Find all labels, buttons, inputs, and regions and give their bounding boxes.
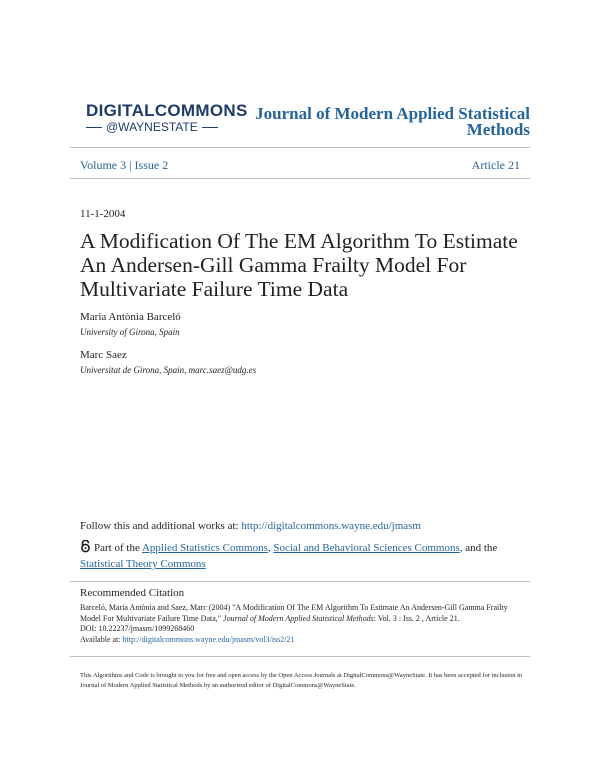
header-divider-bottom xyxy=(70,178,530,179)
article-number: Article 21 xyxy=(471,158,520,172)
logo-dash-right xyxy=(202,127,218,128)
citation-available-label: Available at: xyxy=(80,634,123,644)
statistical-theory-commons-link[interactable]: Statistical Theory Commons xyxy=(80,558,206,570)
author-name: Marc Saez xyxy=(80,349,127,361)
part-of-separator: , xyxy=(267,542,274,554)
citation-volume: : Vol. 3 : Iss. 2 , Article 21. xyxy=(373,613,460,623)
social-behavioral-sciences-commons-link[interactable]: Social and Behavioral Sciences Commons xyxy=(273,542,460,554)
volume-issue-separator: | xyxy=(126,158,135,172)
follow-line xyxy=(80,520,421,532)
citation-journal: Journal of Modern Applied Statistical Methods xyxy=(223,613,374,623)
citation-text xyxy=(80,603,525,645)
volume-link[interactable]: Volume 3 xyxy=(80,158,127,172)
applied-statistics-commons-link[interactable]: Applied Statistics Commons xyxy=(141,542,268,554)
citation-doi: DOI: 10.22237/jmasm/1099268460 xyxy=(80,624,195,633)
paper-title: A Modification Of The EM Algorithm To Estimate An Andersen-Gill Gamma Frailty Model For Multivariate Failure Time Data xyxy=(80,229,518,301)
open-access-icon xyxy=(80,540,91,557)
follow-url-link[interactable]: http://digitalcommons.wayne.edu/jmasm xyxy=(241,520,421,532)
author-affiliation: University of Girona, Spain xyxy=(80,327,180,337)
header-divider-top xyxy=(70,147,530,148)
footer-notice: This Algorithms and Code is brought to you for free and open access by the Open Access Journals at DigitalCommons@WayneState. It has been accepted for inclusion in Journal of Modern Applied Statistical Methods by an authorized editor of DigitalCommons@WayneState. xyxy=(80,672,523,689)
citation-divider-top xyxy=(70,581,530,582)
author-affiliation: Universitat de Girona, Spain, marc.saez@udg.es xyxy=(80,365,257,375)
logo-dash-left xyxy=(86,127,102,128)
digitalcommons-logo-text[interactable]: DIGITALCOMMONS xyxy=(86,101,248,120)
volume-issue xyxy=(80,158,168,173)
journal-title-link[interactable]: Journal of Modern Applied Statistical Methods xyxy=(255,104,530,139)
issue-link[interactable]: Issue 2 xyxy=(134,158,169,172)
citation-divider-bottom xyxy=(70,656,530,657)
part-of-prefix: Part of the xyxy=(94,542,142,554)
recommended-citation-heading: Recommended Citation xyxy=(80,587,185,599)
waynestate-logo-text: @WAYNESTATE xyxy=(106,120,198,134)
author-name: Maria Antònia Barceló xyxy=(80,311,181,323)
part-of-line xyxy=(80,540,525,571)
citation-main: Barceló, Maria Antònia and Saez, Marc (2004) "A Modification Of The EM Algorithm To Estimate An Andersen-Gill Gamma Frailty Model For Multivariate Failure Time Data," xyxy=(80,603,508,623)
citation-url-link[interactable]: http://digitalcommons.wayne.edu/jmasm/vol3/iss2/21 xyxy=(122,634,295,644)
waynestate-logo xyxy=(86,120,218,134)
follow-text: Follow this and additional works at: xyxy=(80,520,242,532)
publication-date: 11-1-2004 xyxy=(80,208,126,220)
part-of-separator: , and the xyxy=(459,542,498,554)
